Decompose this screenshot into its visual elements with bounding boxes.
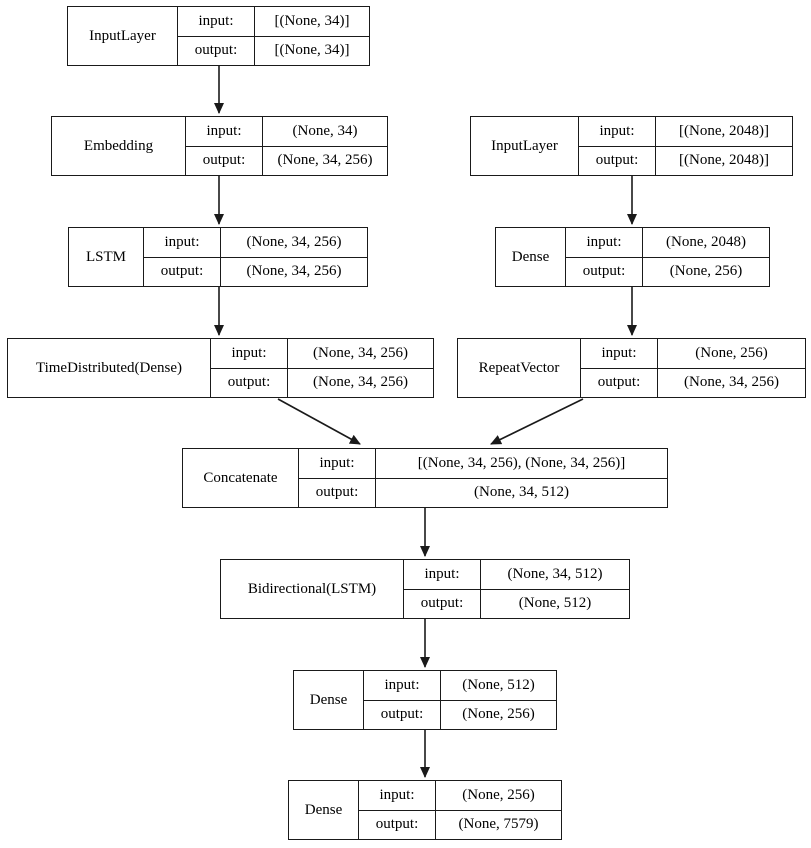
layer-name: RepeatVector (458, 339, 581, 397)
input-shape: (None, 512) (462, 676, 535, 693)
output-shape: [(None, 2048)] (679, 152, 769, 169)
output-row-label: output: (178, 37, 255, 66)
input-shape: (None, 34) (292, 122, 358, 139)
node-repeatvector (457, 338, 806, 398)
node-concatenate (182, 448, 668, 508)
input-shape: [(None, 2048)] (679, 122, 769, 139)
output-row-label: output: (404, 590, 481, 619)
edge-repeatvector-to-concatenate (491, 399, 583, 444)
output-row-label: output: (364, 701, 441, 730)
layer-name: Dense (289, 781, 359, 839)
output-row-label: output: (144, 258, 221, 287)
node-inputlayer-2 (470, 116, 793, 176)
input-shape: (None, 256) (695, 344, 768, 361)
input-shape: [(None, 34)] (274, 12, 350, 29)
node-embedding (51, 116, 388, 176)
output-row-label: output: (186, 147, 263, 176)
input-row-label: input: (579, 117, 656, 146)
input-row-label: input: (178, 7, 255, 36)
output-shape: (None, 256) (669, 263, 743, 280)
output-row-label: output: (211, 369, 288, 398)
input-row-label: input: (364, 671, 441, 700)
output-row-label: output: (581, 369, 658, 398)
output-row-label: output: (299, 479, 376, 508)
input-shape: (None, 256) (462, 786, 535, 803)
output-row-label: output: (359, 811, 436, 840)
output-row-label: output: (566, 258, 643, 287)
input-shape: (None, 34, 256) (246, 233, 342, 250)
output-shape: (None, 34, 256) (277, 152, 373, 169)
input-row-label: input: (211, 339, 288, 368)
layer-name: Bidirectional(LSTM) (221, 560, 404, 618)
node-dense-3 (288, 780, 562, 840)
input-shape: (None, 34, 512) (507, 565, 603, 582)
input-row-label: input: (404, 560, 481, 589)
layer-name: Dense (496, 228, 566, 286)
layer-name: Embedding (52, 117, 186, 175)
layer-name: Dense (294, 671, 364, 729)
input-shape: (None, 34, 256) (313, 344, 408, 361)
input-shape: [(None, 34, 256), (None, 34, 256)] (417, 454, 626, 471)
input-row-label: input: (186, 117, 263, 146)
output-shape: (None, 34, 256) (313, 374, 408, 391)
node-dense-2 (293, 670, 557, 730)
layer-name: InputLayer (68, 7, 178, 65)
node-timedistributed-dense (7, 338, 434, 398)
output-shape: (None, 256) (462, 706, 535, 723)
layer-name: InputLayer (471, 117, 579, 175)
node-dense-1 (495, 227, 770, 287)
input-row-label: input: (359, 781, 436, 810)
layer-name: Concatenate (183, 449, 299, 507)
output-row-label: output: (579, 147, 656, 176)
input-row-label: input: (144, 228, 221, 257)
output-shape: (None, 34, 256) (684, 374, 779, 391)
output-shape: (None, 512) (518, 595, 592, 612)
input-shape: (None, 2048) (666, 233, 746, 250)
node-bidirectional-lstm (220, 559, 630, 619)
input-row-label: input: (299, 449, 376, 478)
output-shape: (None, 7579) (458, 816, 539, 833)
node-lstm (68, 227, 368, 287)
output-shape: (None, 34, 512) (474, 484, 569, 501)
output-shape: [(None, 34)] (274, 42, 350, 59)
edge-timedistributed-to-concatenate (278, 399, 360, 444)
layer-name: TimeDistributed(Dense) (8, 339, 211, 397)
layer-name: LSTM (69, 228, 144, 286)
output-shape: (None, 34, 256) (246, 263, 342, 280)
input-row-label: input: (581, 339, 658, 368)
input-row-label: input: (566, 228, 643, 257)
node-inputlayer-1 (67, 6, 370, 66)
